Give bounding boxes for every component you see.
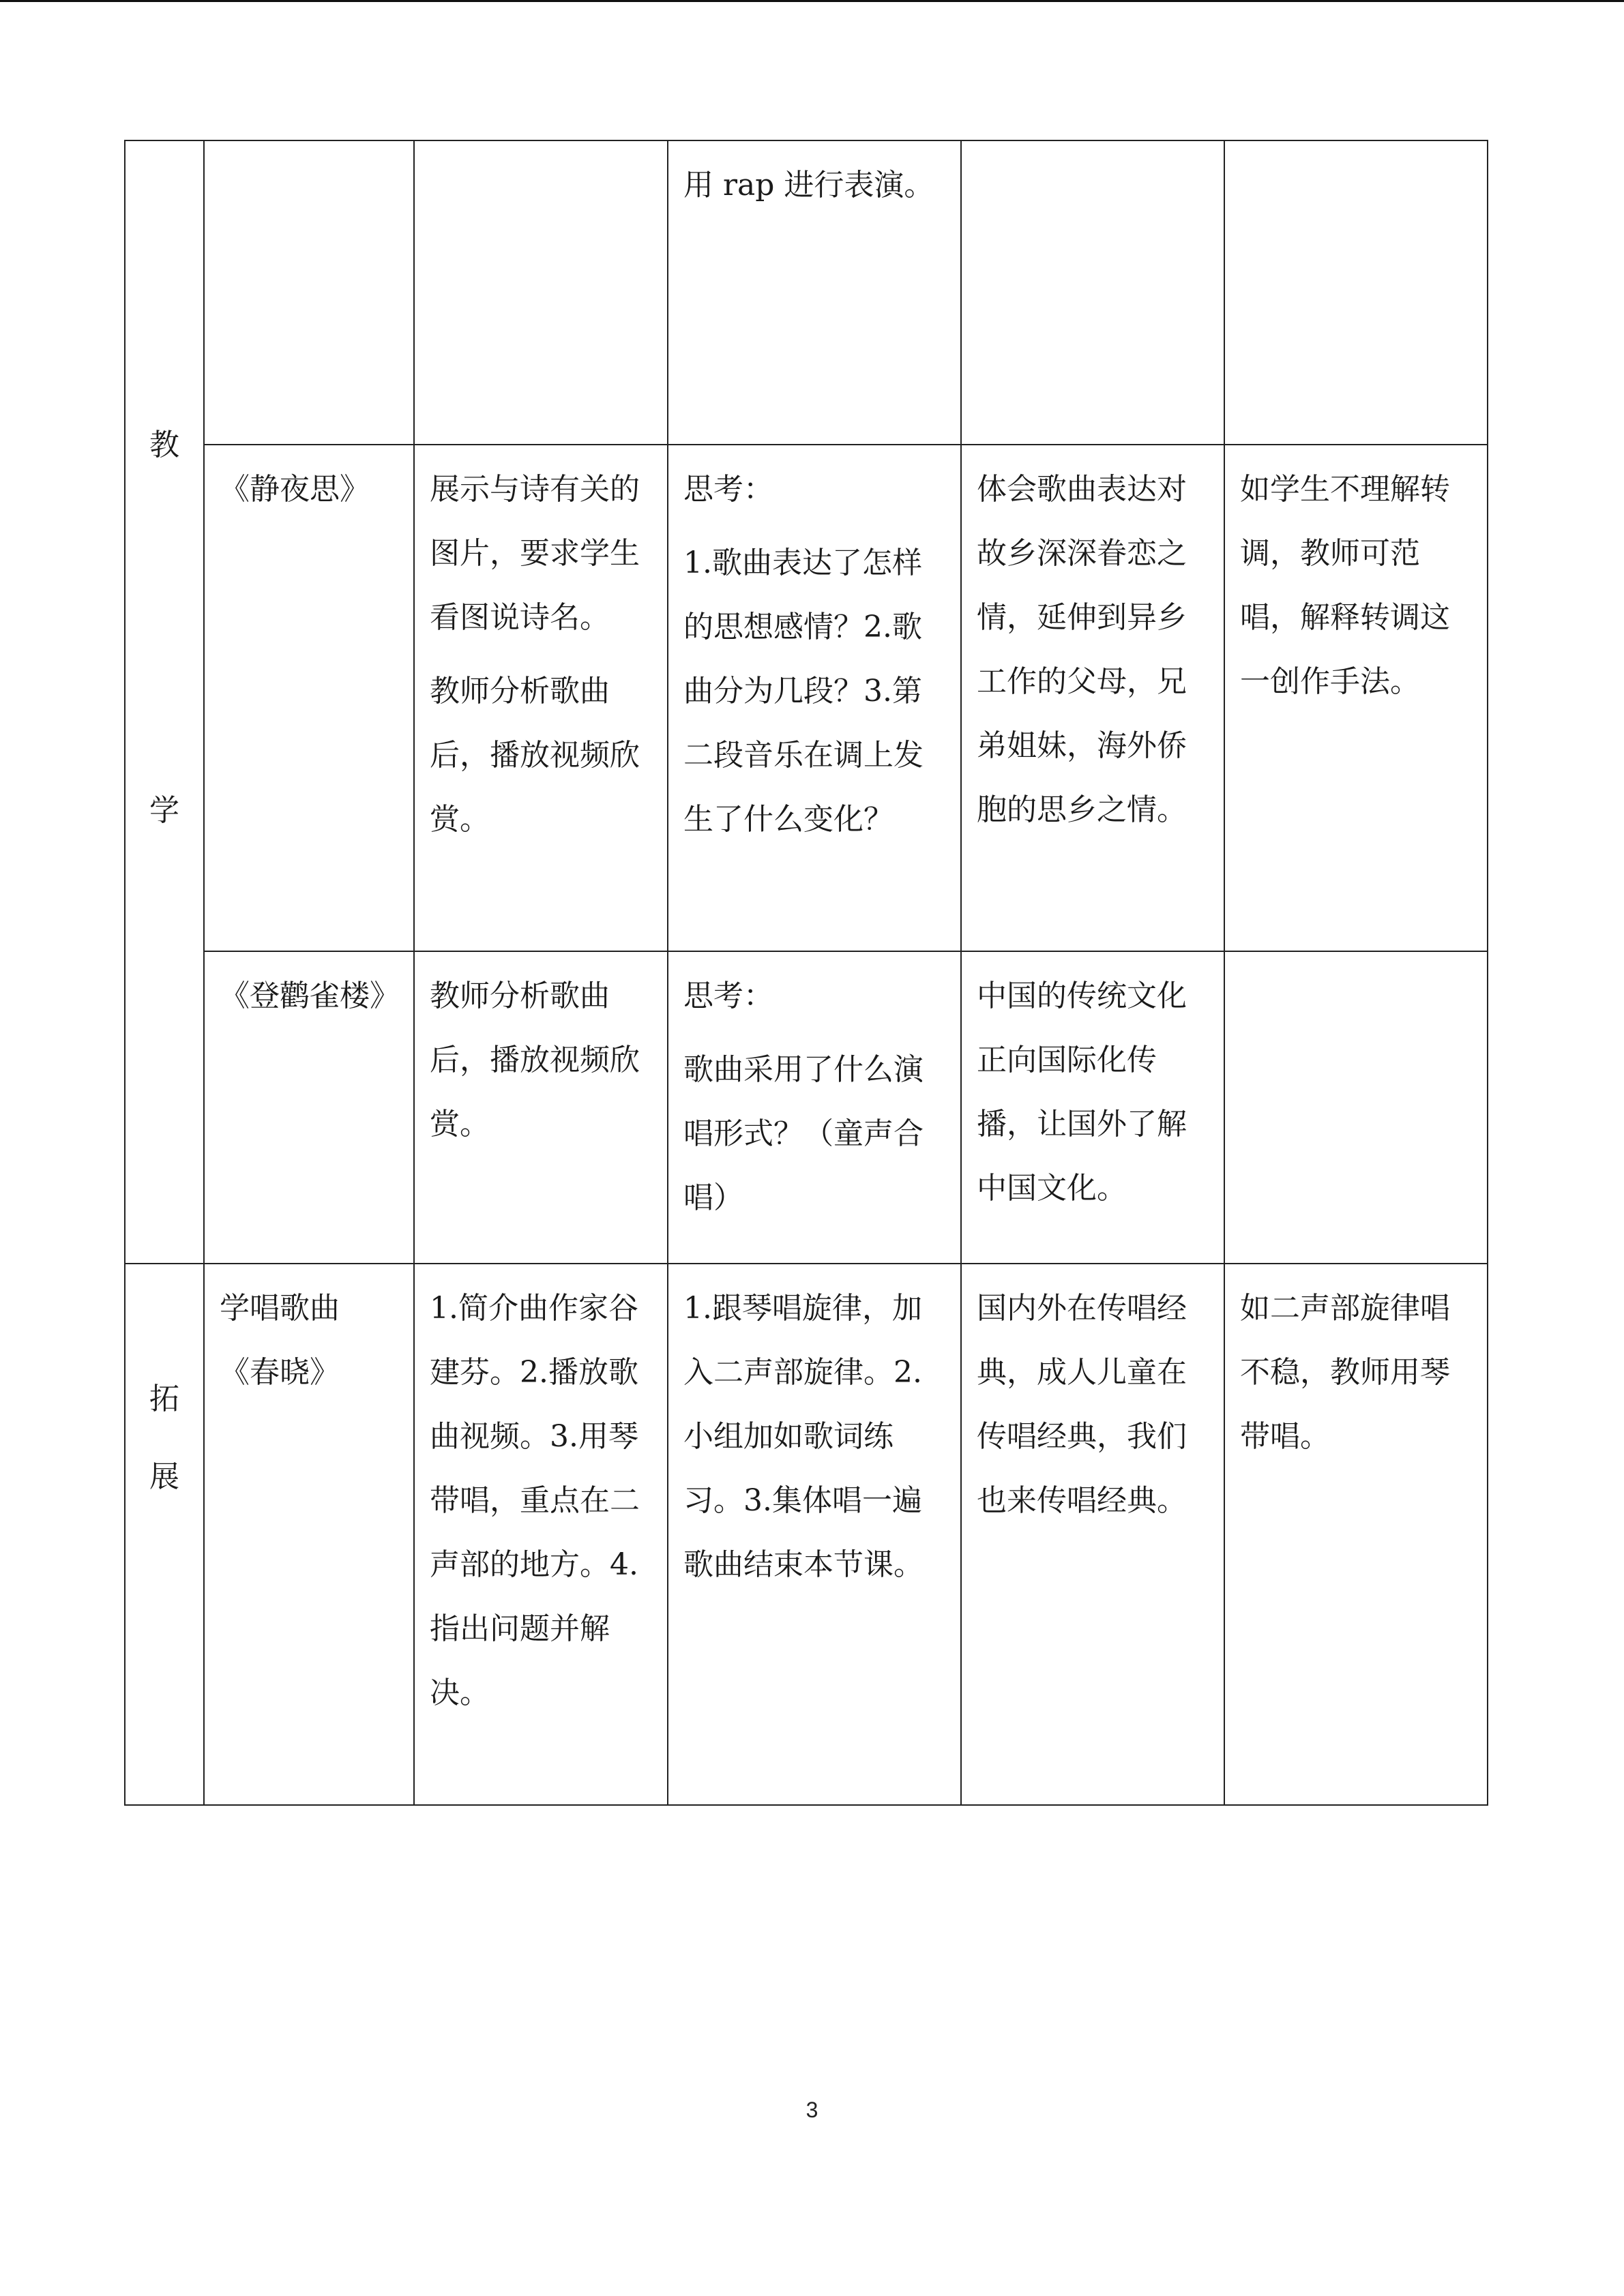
student-activity-cell — [668, 1264, 961, 1805]
page-number: 3 — [806, 2098, 818, 2122]
student-activity-cell — [668, 140, 961, 445]
cell-paragraph: 教师分析歌曲后，播放视频欣赏。 — [430, 674, 640, 837]
contingency-cell: 如二声部旋律唱不稳，教师用琴带唱。 — [1224, 1264, 1488, 1805]
cell-paragraph: 展示与诗有关的图片，要求学生看图说诗名。 — [430, 472, 640, 635]
teacher-activity-cell — [414, 951, 668, 1264]
table-row — [125, 1264, 1488, 1805]
teacher-activity-cell — [414, 445, 668, 951]
activity-cell: 《静夜思》 — [204, 445, 414, 951]
activity-cell: 《登鹳雀楼》 — [204, 951, 414, 1264]
design-intent-cell: 体会歌曲表达对故乡深深眷恋之情，延伸到异乡工作的父母，兄弟姐妹，海外侨胞的思乡之情。 — [961, 445, 1224, 951]
design-intent-cell: 中国的传统文化正向国际化传播，让国外了解中国文化。 — [961, 951, 1224, 1264]
section-cell-teaching — [125, 140, 204, 1264]
section-cell-extension — [125, 1264, 204, 1805]
section-char: 展 — [149, 1459, 179, 1494]
design-intent-cell: 国内外在传唱经典，成人儿童在传唱经典，我们也来传唱经典。 — [961, 1264, 1224, 1805]
contingency-cell: 如学生不理解转调，教师可范唱，解释转调这一创作手法。 — [1224, 445, 1488, 951]
activity-cell — [204, 140, 414, 445]
table-row — [125, 445, 1488, 951]
cell-paragraph: 用 rap 进行表演。 — [683, 168, 934, 203]
section-char: 教 — [149, 428, 179, 462]
cell-paragraph: 1.跟琴唱旋律，加入二声部旋律。2.小组加如歌词练习。3.集体唱一遍歌曲结束本节课。 — [683, 1291, 924, 1582]
table-row — [125, 951, 1488, 1264]
cell-paragraph: 思考： — [683, 979, 773, 1013]
contingency-cell — [1224, 951, 1488, 1264]
student-activity-cell — [668, 951, 961, 1264]
teacher-activity-cell — [414, 1264, 668, 1805]
lesson-plan-table — [124, 140, 1488, 1806]
cell-paragraph: 教师分析歌曲后，播放视频欣赏。 — [430, 979, 640, 1142]
cell-paragraph: 1.简介曲作家谷建芬。2.播放歌曲视频。3.用琴带唱，重点在二声部的地方。4.指出问题并解决。 — [430, 1291, 640, 1710]
top-border-line — [0, 0, 1624, 2]
cell-paragraph: 思考： — [683, 472, 773, 507]
section-char: 学 — [149, 793, 179, 828]
design-intent-cell — [961, 140, 1224, 445]
teacher-activity-cell — [414, 140, 668, 445]
table-row — [125, 140, 1488, 445]
cell-paragraph: 歌曲采用了什么演唱形式？（童声合唱） — [683, 1052, 924, 1215]
section-char: 拓 — [149, 1382, 179, 1416]
student-activity-cell — [668, 445, 961, 951]
cell-paragraph: 1.歌曲表达了怎样的思想感情？2.歌曲分为几段？3.第二段音乐在调上发生了什么变化？ — [683, 546, 924, 837]
contingency-cell — [1224, 140, 1488, 445]
activity-cell: 学唱歌曲《春晓》 — [204, 1264, 414, 1805]
